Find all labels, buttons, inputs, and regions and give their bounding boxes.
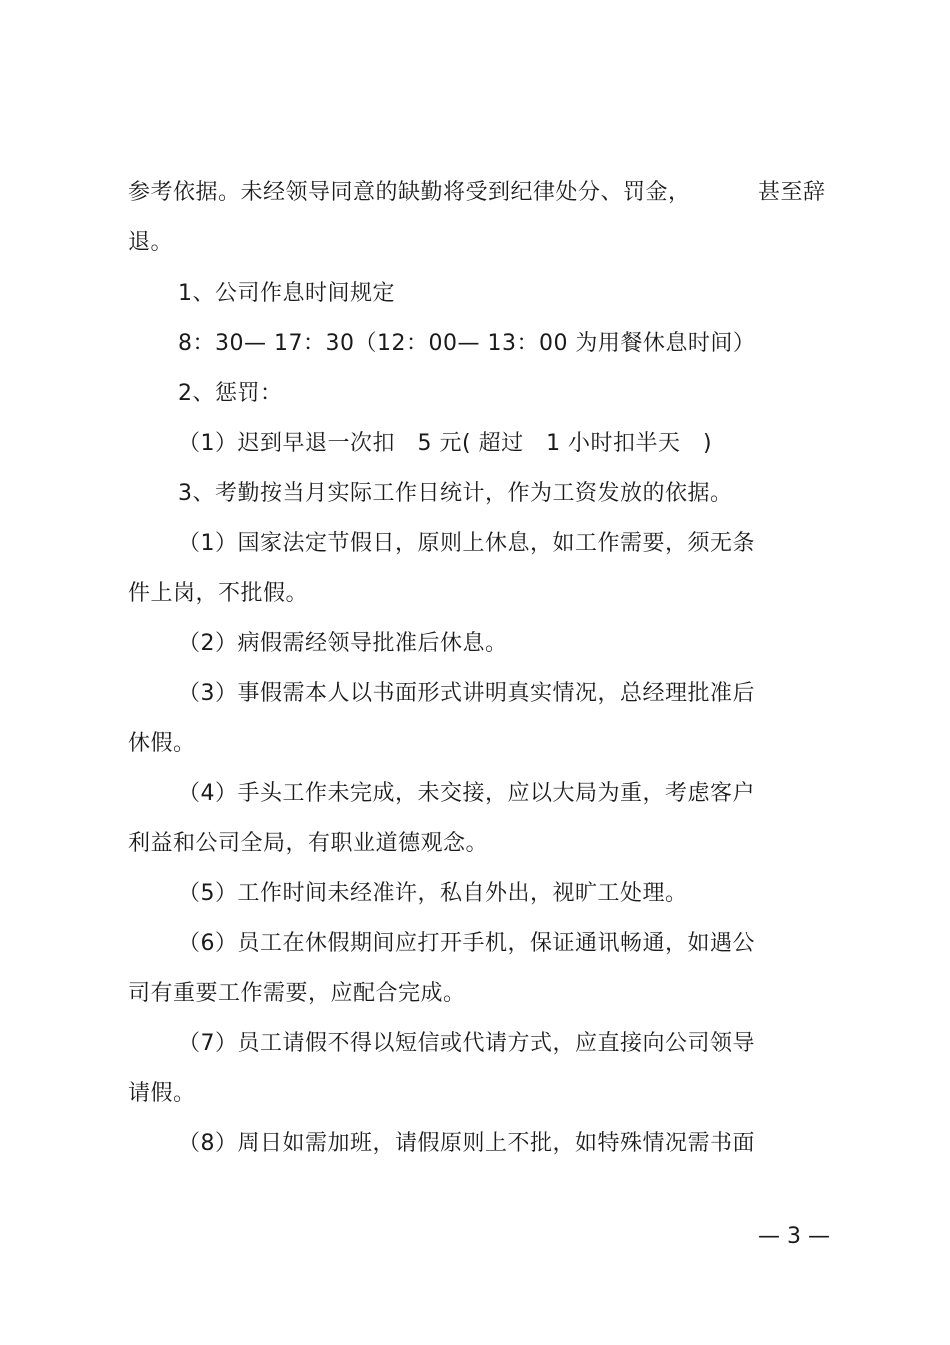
text-line: 8：30— 17：30（12：00— 13：00 为用餐休息时间） bbox=[178, 331, 756, 356]
text-line: （5）工作时间未经准许，私自外出，视旷工处理。 bbox=[178, 881, 688, 906]
text-line: （2）病假需经领导批准后休息。 bbox=[178, 631, 508, 656]
text-line: 休假。 bbox=[128, 731, 196, 756]
text-line: （4）手头工作未完成，未交接，应以大局为重，考虑客户 bbox=[178, 781, 755, 806]
text-line: 甚至辞 bbox=[758, 180, 826, 205]
text-line: 退。 bbox=[128, 230, 174, 255]
text-line: （8）周日如需加班，请假原则上不批，如特殊情况需书面 bbox=[178, 1131, 755, 1156]
text-line: 2、惩罚： bbox=[178, 381, 283, 406]
text-line: （3）事假需本人以书面形式讲明真实情况，总经理批准后 bbox=[178, 681, 755, 706]
text-line: 1、公司作息时间规定 bbox=[178, 281, 395, 306]
text-line: （1）国家法定节假日，原则上休息，如工作需要，须无条 bbox=[178, 531, 755, 556]
text-line: （6）员工在休假期间应打开手机，保证通讯畅通，如遇公 bbox=[178, 931, 755, 956]
text-line: （1）迟到早退一次扣 5 元( 超过 1 小时扣半天 ) bbox=[178, 431, 713, 456]
text-line: 参考依据。未经领导同意的缺勤将受到纪律处分、罚金， bbox=[128, 180, 691, 205]
text-line: 件上岗，不批假。 bbox=[128, 581, 309, 606]
text-line: 司有重要工作需要，应配合完成。 bbox=[128, 981, 466, 1006]
page-number: — 3 — bbox=[758, 1224, 830, 1249]
text-line: 请假。 bbox=[128, 1081, 196, 1106]
text-line: 3、考勤按当月实际工作日统计，作为工资发放的依据。 bbox=[178, 481, 733, 506]
text-line: 利益和公司全局，有职业道德观念。 bbox=[128, 831, 489, 856]
text-line: （7）员工请假不得以短信或代请方式，应直接向公司领导 bbox=[178, 1031, 755, 1056]
